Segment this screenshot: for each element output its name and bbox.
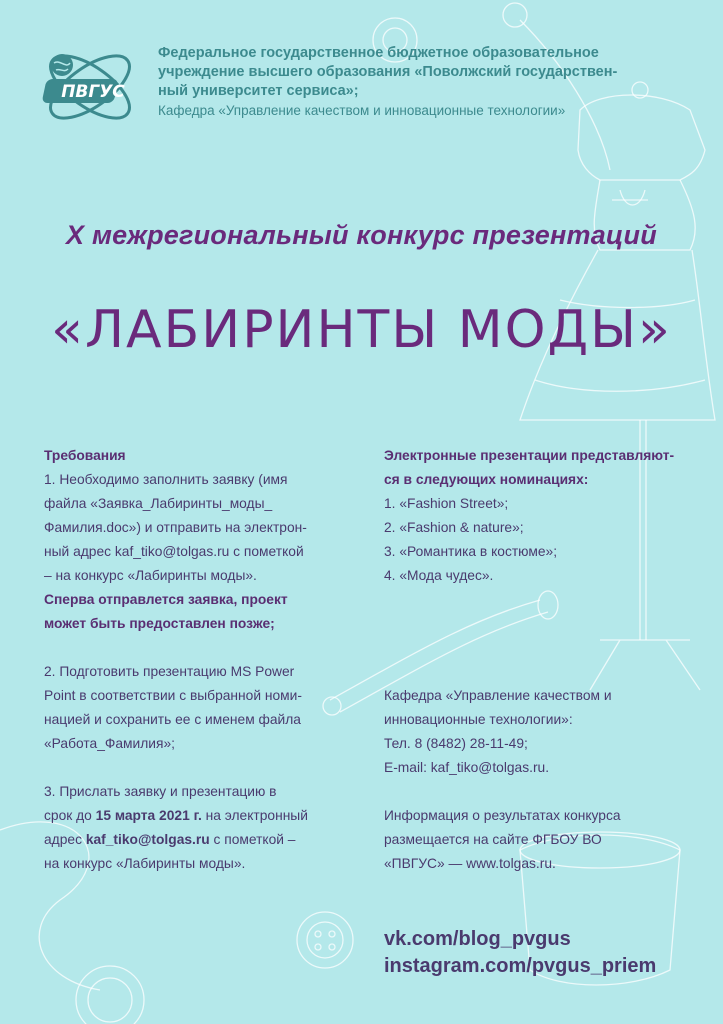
department-name: Кафедра «Управление качеством и инновационные технологии» xyxy=(158,103,566,118)
requirement-line: Фамилия.doc») и отправить на электрон- xyxy=(44,520,307,535)
logo-text: ПВГУС xyxy=(61,82,125,102)
contact-phone: Тел. 8 (8482) 28-11-49; xyxy=(384,736,528,751)
spacer xyxy=(384,780,699,804)
requirement-email-line xyxy=(44,828,364,852)
instagram-link[interactable]: instagram.com/pvgus_priem xyxy=(384,955,657,977)
spacer xyxy=(44,636,364,660)
text-fragment: с пометкой – xyxy=(209,832,296,847)
nomination-item: 4. «Мода чудес». xyxy=(384,568,494,583)
contest-subtitle: X межрегиональный конкурс презентаций xyxy=(66,220,657,250)
spacer xyxy=(44,756,364,780)
requirement-line: файла «Заявка_Лабиринты_моды_ xyxy=(44,496,273,511)
requirement-line: «Работа_Фамилия»; xyxy=(44,736,175,751)
org-name-line: Федеральное государственное бюджетное образовательное xyxy=(158,45,599,61)
spacer xyxy=(384,660,699,684)
nomination-item: 3. «Романтика в костюме»; xyxy=(384,544,558,559)
social-links xyxy=(384,926,656,980)
requirement-line: на конкурс «Лабиринты моды». xyxy=(44,856,246,871)
requirement-line: 1. Необходимо заполнить заявку (имя xyxy=(44,472,288,487)
requirement-line: Point в соответствии с выбранной номи- xyxy=(44,688,302,703)
results-line: размещается на сайте ФГБОУ ВО xyxy=(384,832,602,847)
vk-link[interactable]: vk.com/blog_pvgus xyxy=(384,928,571,950)
requirement-line: нацией и сохранить ее с именем файла xyxy=(44,712,301,727)
nominations-section xyxy=(384,444,699,876)
requirements-heading: Требования xyxy=(44,448,126,463)
organization-header xyxy=(158,44,698,121)
spacer xyxy=(384,636,699,660)
results-line: Информация о результатах конкурса xyxy=(384,808,621,823)
requirement-line: ный адрес kaf_tiko@tolgas.ru с пометкой xyxy=(44,544,304,559)
nominations-heading: ся в следующих номинациях: xyxy=(384,472,589,487)
contest-title: «ЛАБИРИНТЫ МОДЫ» xyxy=(51,300,672,360)
requirement-line: 2. Подготовить презентацию MS Power xyxy=(44,664,295,679)
requirements-section xyxy=(44,444,364,876)
requirement-line: 3. Прислать заявку и презентацию в xyxy=(44,784,277,799)
spacer xyxy=(384,588,699,612)
contact-email: kaf_tiko@tolgas.ru xyxy=(85,832,210,847)
nominations-heading: Электронные презентации представляют- xyxy=(384,448,675,463)
requirement-line: – на конкурс «Лабиринты моды». xyxy=(44,568,257,583)
university-logo xyxy=(40,35,140,135)
contact-line: инновационные технологии»: xyxy=(384,712,573,727)
button-decoration xyxy=(297,912,353,968)
nomination-item: 1. «Fashion Street»; xyxy=(384,496,509,511)
deadline-date: 15 марта 2021 г. xyxy=(95,808,202,823)
text-fragment: срок до xyxy=(44,808,96,823)
globe-icon xyxy=(51,54,73,76)
org-name-line: ный университет сервиса»; xyxy=(158,83,359,99)
requirement-note: Сперва отправлется заявка, проект xyxy=(44,592,288,607)
contact-email-line: E-mail: kaf_tiko@tolgas.ru. xyxy=(384,760,550,775)
spacer xyxy=(384,612,699,636)
contact-line: Кафедра «Управление качеством и xyxy=(384,688,612,703)
requirement-deadline-line xyxy=(44,804,364,828)
results-website-line: «ПВГУС» — www.tolgas.ru. xyxy=(384,856,556,871)
nomination-item: 2. «Fashion & nature»; xyxy=(384,520,524,535)
text-fragment: адрес xyxy=(44,832,86,847)
org-name-line: учреждение высшего образования «Поволжский государствен- xyxy=(158,64,618,80)
text-fragment: на электронный xyxy=(201,808,308,823)
requirement-note: может быть предоставлен позже; xyxy=(44,616,275,631)
